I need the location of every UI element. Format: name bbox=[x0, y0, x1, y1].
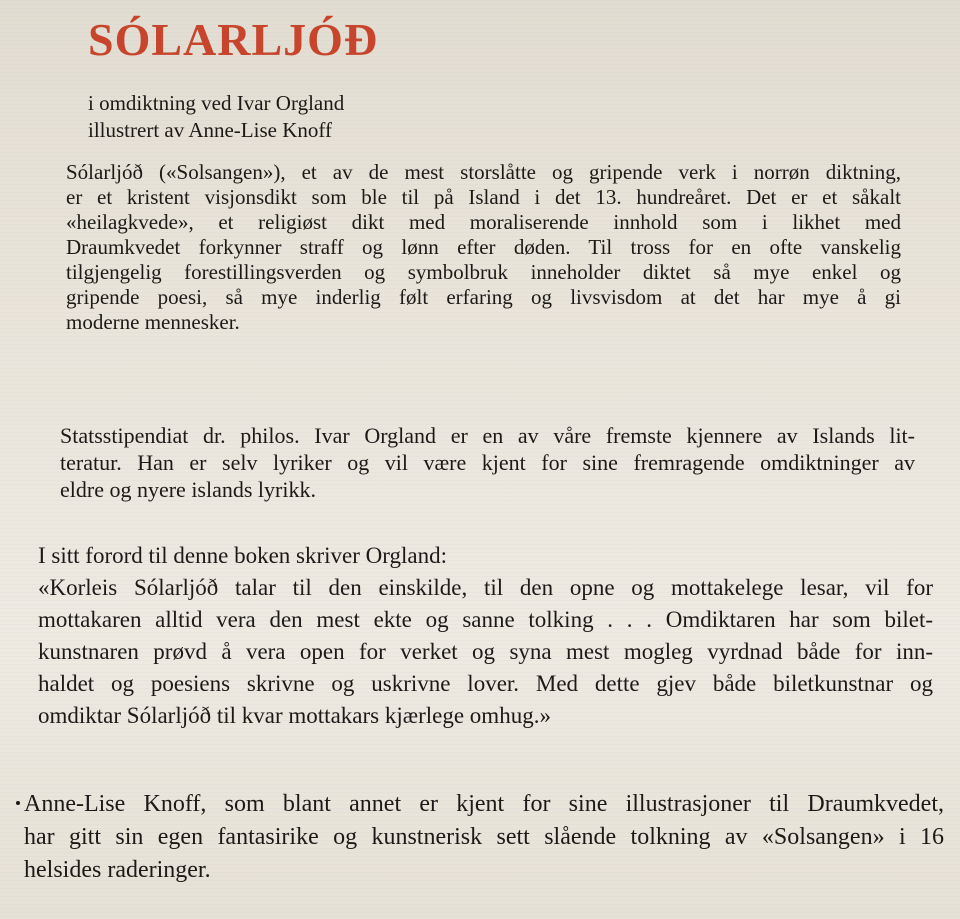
text-line: moderne mennesker. bbox=[66, 310, 240, 334]
text-line: helsides raderinger. bbox=[24, 857, 211, 883]
text-line: Sólarljóð («Solsangen»), et av de mest storslåtte og gripende verk i norrøn diktning, bbox=[66, 160, 901, 184]
text-line: I sitt forord til denne boken skriver Orgland: bbox=[38, 543, 448, 568]
text-line: mottakaren alltid vera den mest ekte og sanne tolking . . . Omdiktaren har som bilet- bbox=[38, 607, 933, 632]
paragraph-orgland-bio bbox=[60, 422, 915, 503]
text-line: tilgjengelig forestillingsverden og symbolbruk inneholder diktet så mye enkel og bbox=[66, 260, 901, 284]
text-line: Anne-Lise Knoff, som blant annet er kjent for sine illustrasjoner til Draumkvedet, bbox=[24, 791, 944, 817]
book-title: SÓLARLJÓÐ bbox=[88, 14, 379, 65]
text-line: er et kristent visjonsdikt som ble til på Island i det 13. hundreåret. Det er et såkalt bbox=[66, 185, 901, 209]
text-line: gripende poesi, så mye inderlig følt erfaring og livsvisdom at det har mye å gi bbox=[66, 285, 901, 309]
text-line: Statsstipendiat dr. philos. Ivar Orgland er en av våre fremste kjennere av Islands lit- bbox=[60, 423, 915, 448]
paragraph-intro bbox=[66, 160, 901, 335]
text-line: «Korleis Sólarljóð talar til den einskilde, til den opne og mottakelege lesar, vil for bbox=[38, 575, 933, 600]
text-line: eldre og nyere islands lyrikk. bbox=[60, 477, 316, 502]
text-line: har gitt sin egen fantasirike og kunstnerisk sett slående tolkning av «Solsangen» i 16 bbox=[24, 824, 944, 850]
bullet-dot bbox=[16, 801, 20, 805]
text-line: Draumkvedet forkynner straff og lønn efter døden. Til tross for en ofte vanskelig bbox=[66, 235, 901, 259]
subtitle-illustrator: illustrert av Anne-Lise Knoff bbox=[88, 118, 332, 142]
text-line: omdiktar Sólarljóð til kvar mottakars kjærlege omhug.» bbox=[38, 703, 551, 728]
subtitle-translator: i omdiktning ved Ivar Orgland bbox=[88, 91, 345, 115]
paragraph-knoff-bio bbox=[24, 788, 944, 887]
paragraph-foreword-quote bbox=[38, 540, 933, 732]
text-line: «heilagkvede», et religiøst dikt med moraliserende innhold som i likhet med bbox=[66, 210, 901, 234]
text-line: haldet og poesiens skrivne og uskrivne lover. Med dette gjev både biletkunstnar og bbox=[38, 671, 933, 696]
text-line: teratur. Han er selv lyriker og vil være kjent for sine fremragende omdiktninger av bbox=[60, 450, 915, 475]
text-line: kunstnaren prøvd å vera open for verket og syna mest mogleg vyrdnad både for inn- bbox=[38, 639, 933, 664]
